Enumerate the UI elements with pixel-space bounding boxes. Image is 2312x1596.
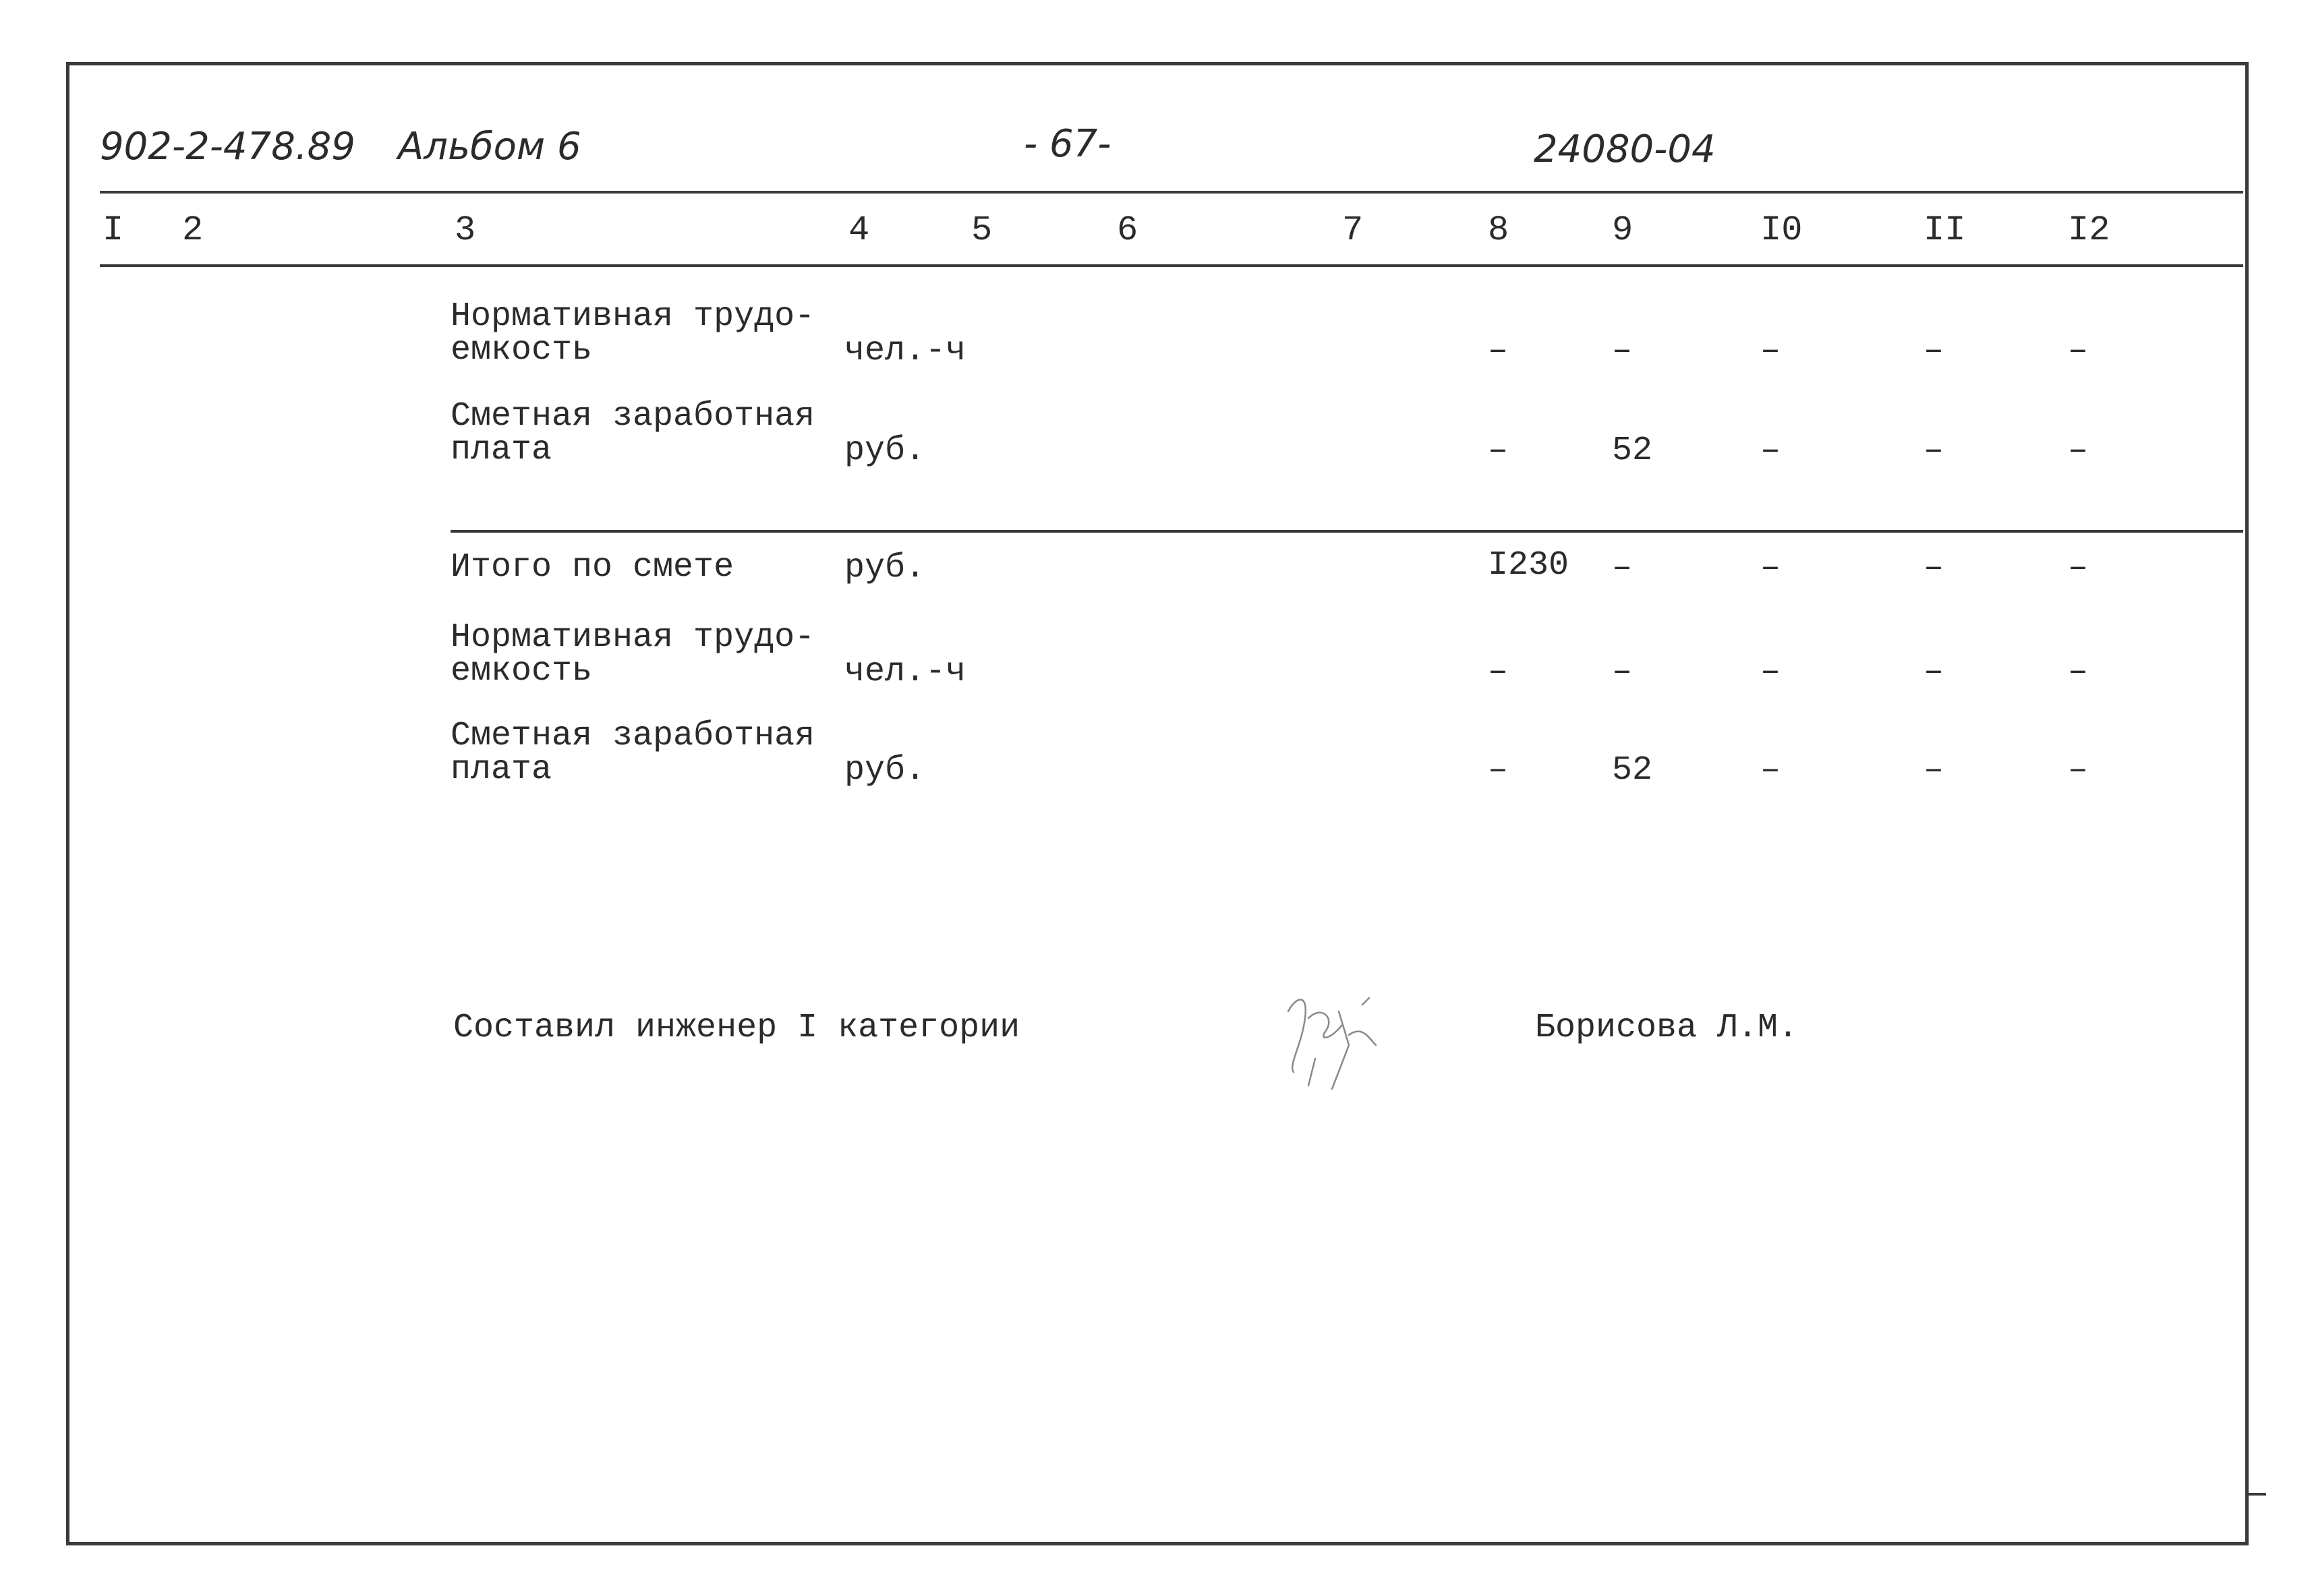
column-number: I2 [2068,210,2110,250]
value-cell: – [1612,332,1633,370]
row-label: Сметная заработная [451,397,815,436]
unit-cell: руб. [844,751,926,790]
column-number: 2 [182,210,204,250]
value-cell: – [1924,751,1944,790]
value-cell: – [1760,653,1781,691]
value-cell: – [1760,432,1781,470]
value-cell: – [2068,549,2089,587]
compiled-by-label: Составил инженер I категории [453,1009,1020,1047]
row-label-continued: плата [451,431,552,469]
signature-mark [1268,971,1403,1106]
value-cell: – [1488,653,1509,691]
row-label: Нормативная трудо- [451,297,815,336]
value-cell: – [1612,653,1633,691]
value-cell: – [1760,751,1781,790]
value-cell: – [2068,751,2089,790]
value-cell: – [1924,432,1944,470]
row-label: Сметная заработная [451,717,815,755]
value-cell: – [2068,432,2089,470]
totals-rule [451,530,2243,533]
value-cell: – [2068,332,2089,370]
value-cell: – [1760,332,1781,370]
column-number: 8 [1488,210,1509,250]
column-number: II [1924,210,1966,250]
total-value: I230 [1488,546,1569,585]
unit-cell: руб. [844,549,926,587]
value-cell: – [1488,751,1509,790]
document-number: 24080-04 [1534,127,1716,171]
unit-cell: чел.-ч [844,653,966,691]
column-number: 6 [1117,210,1138,250]
page-frame [66,62,2249,1545]
value-cell: – [1488,432,1509,470]
unit-cell: чел.-ч [844,332,966,370]
project-code: 902-2-478.89 [100,125,355,169]
row-label-continued: плата [451,750,552,789]
header-rule [100,191,2243,194]
column-number: 5 [971,210,993,250]
value-cell: – [1924,332,1944,370]
page-number: - 67- [1024,122,1111,166]
column-number: I0 [1760,210,1803,250]
row-label-continued: емкость [451,331,593,370]
column-number: I [103,210,124,250]
value-cell: – [1612,549,1633,587]
column-number: 7 [1342,210,1364,250]
row-label-continued: емкость [451,652,593,690]
unit-cell: руб. [844,432,926,470]
value-cell: – [1924,549,1944,587]
column-number: 9 [1612,210,1634,250]
value-cell: – [1488,332,1509,370]
column-rule [100,264,2243,267]
frame-edge-mark [2249,1493,2266,1496]
author-name: Борисова Л.М. [1535,1009,1799,1047]
total-label: Итого по смете [451,548,734,587]
column-number: 4 [848,210,870,250]
value-cell: – [2068,653,2089,691]
value-cell: – [1760,549,1781,587]
row-label: Нормативная трудо- [451,618,815,657]
column-number: 3 [455,210,476,250]
value-cell: 52 [1612,432,1653,470]
value-cell: – [1924,653,1944,691]
value-cell: 52 [1612,751,1653,790]
album-label: Альбом 6 [398,125,581,169]
